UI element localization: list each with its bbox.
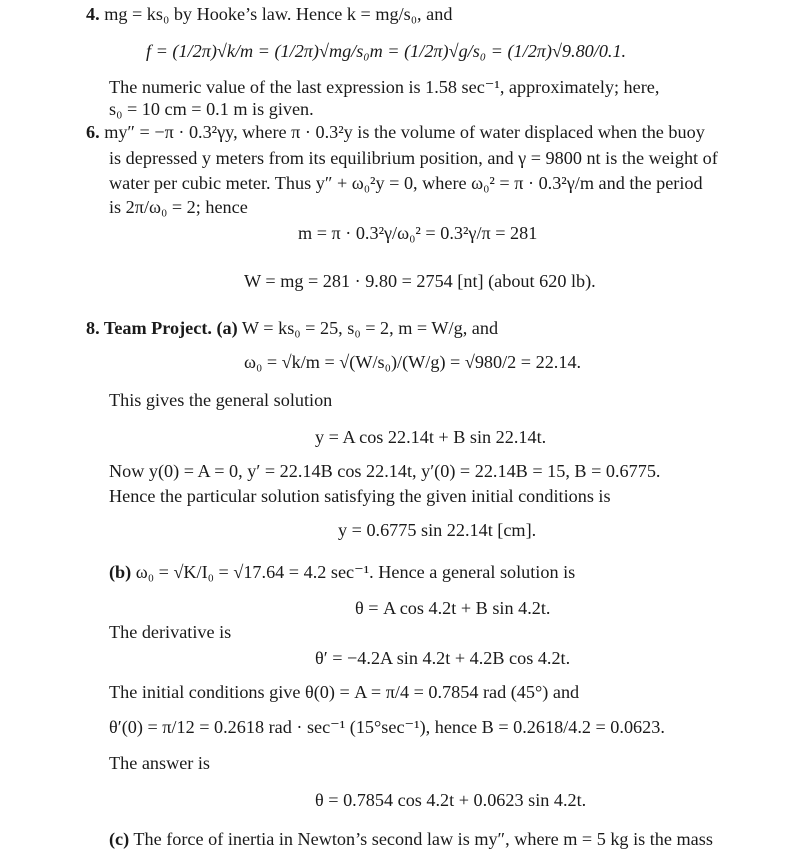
p8-eq-y: y = A cos 22.14t + B sin 22.14t. bbox=[315, 427, 547, 447]
p6-line4: is 2π/ω₀ = 2; hence bbox=[109, 197, 248, 217]
p6-line3: water per cubic meter. Thus y″ + ω₀²y = 0, where ω₀² = π · 0.3²γ/m and the period bbox=[109, 173, 703, 193]
p8-eq-derivative: θ′ = −4.2A sin 4.2t + 4.2B cos 4.2t. bbox=[315, 648, 571, 668]
p4-text1: The numeric value of the last expression is 1.58 sec⁻¹, approximately; here, bbox=[109, 77, 660, 97]
p8-eq-theta: θ = A cos 4.2t + B sin 4.2t. bbox=[355, 598, 551, 618]
p6-eq-w: W = mg = 281 · 9.80 = 2754 [nt] (about 620 lb). bbox=[244, 271, 596, 291]
p8-c-line: (c) The force of inertia in Newton’s second law is my″, where m = 5 kg is the mass bbox=[109, 829, 713, 849]
p8-text-initial: The initial conditions give θ(0) = A = π/4 = 0.7854 rad (45°) and bbox=[109, 682, 580, 702]
p6-eq-m: m = π · 0.3²γ/ω₀² = 0.3²γ/π = 281 bbox=[298, 223, 538, 243]
p6-line2: is depressed y meters from its equilibrium position, and γ = 9800 nt is the weight of bbox=[109, 148, 718, 168]
p8-line1: 8. Team Project. (a) W = ks₀ = 25, s₀ = 2, m = W/g, and bbox=[86, 318, 499, 338]
p8-eq-particular: y = 0.6775 sin 22.14t [cm]. bbox=[338, 520, 537, 540]
p6-line1: 6. my″ = −π · 0.3²γy, where π · 0.3²y is the volume of water displaced when the buoy bbox=[86, 122, 705, 142]
p8-text-derivative: The derivative is bbox=[109, 622, 232, 642]
p8-text-now: Now y(0) = A = 0, y′ = 22.14B cos 22.14t, y′(0) = 22.14B = 15, B = 0.6775. bbox=[109, 461, 661, 481]
p4-formula: f = (1/2π)√k/m = (1/2π)√mg/s₀m = (1/2π)√g/s₀ = (1/2π)√9.80/0.1. bbox=[146, 41, 627, 61]
p8-text-general: This gives the general solution bbox=[109, 390, 333, 410]
p4-line1: 4. mg = ks₀ by Hooke’s law. Hence k = mg/s₀, and bbox=[86, 4, 453, 24]
p8-eq-answer: θ = 0.7854 cos 4.2t + 0.0623 sin 4.2t. bbox=[315, 790, 587, 810]
p4-text2: s₀ = 10 cm = 0.1 m is given. bbox=[109, 99, 314, 119]
p8-text-hence: Hence the particular solution satisfying the given initial conditions is bbox=[109, 486, 611, 506]
p8-text-initial2: θ′(0) = π/12 = 0.2618 rad · sec⁻¹ (15°sec⁻¹), hence B = 0.2618/4.2 = 0.0623. bbox=[109, 717, 665, 737]
p8-text-answer: The answer is bbox=[109, 753, 211, 773]
p8-eq-omega: ω₀ = √k/m = √(W/s₀)/(W/g) = √980/2 = 22.14. bbox=[244, 352, 582, 372]
p8-b-line: (b) ω₀ = √K/I₀ = √17.64 = 4.2 sec⁻¹. Hence a general solution is bbox=[109, 562, 576, 582]
